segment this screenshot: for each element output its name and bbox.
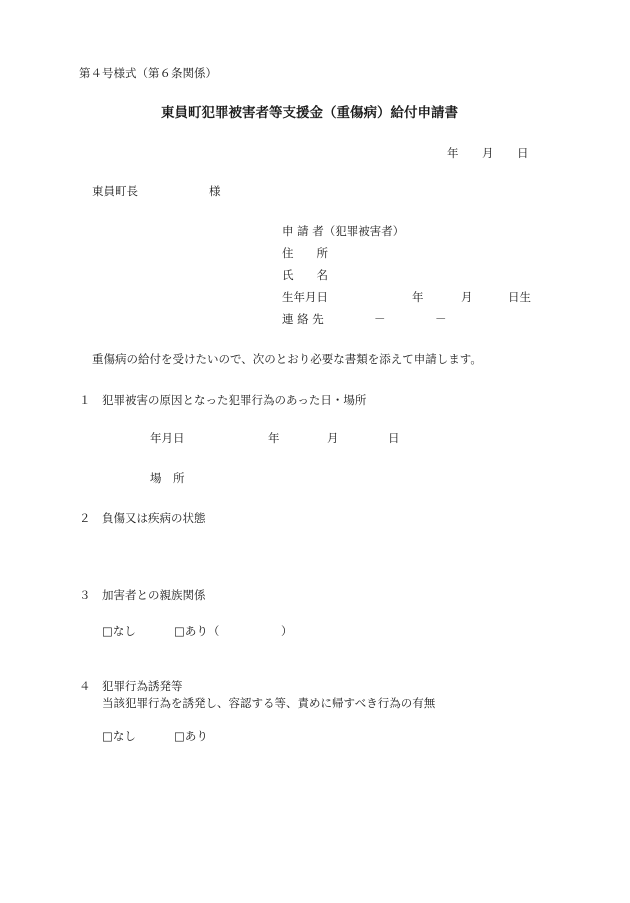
contact-dash-1: － <box>374 312 386 326</box>
section2-number: ２ <box>79 511 91 525</box>
applicant-label: 申 請 者（犯罪被害者） <box>282 224 405 238</box>
form-number: 第４号様式（第６条関係） <box>79 66 217 80</box>
section1-year-label: 年 <box>268 431 280 445</box>
section2-heading: 負傷又は疾病の状態 <box>102 511 206 525</box>
section1-date-label: 年月日 <box>150 431 185 445</box>
section3-heading: 加害者との親族関係 <box>102 588 206 602</box>
dob-day-label: 日生 <box>508 290 531 304</box>
dob-year-label: 年 <box>412 290 424 304</box>
dob-month-label: 月 <box>461 290 473 304</box>
section1-place-label: 場 所 <box>150 471 185 485</box>
date-day-label: 日 <box>517 146 529 160</box>
dob-label: 生年月日 <box>282 290 328 304</box>
section1-heading: 犯罪被害の原因となった犯罪行為のあった日・場所 <box>102 393 367 407</box>
section4-checkbox-none[interactable]: □なし <box>102 729 136 743</box>
address-label: 住 所 <box>282 246 328 260</box>
date-month-label: 月 <box>482 146 494 160</box>
name-label: 氏 名 <box>282 268 328 282</box>
section4-subheading: 当該犯罪行為を誘発し、容認する等、責めに帰すべき行為の有無 <box>102 696 436 710</box>
section1-day-label: 日 <box>388 431 400 445</box>
document-title: 東員町犯罪被害者等支援金（重傷病）給付申請書 <box>161 105 458 121</box>
date-year-label: 年 <box>447 146 459 160</box>
recipient-honorific: 様 <box>209 184 221 198</box>
intro-text: 重傷病の給付を受けたいので、次のとおり必要な書類を添えて申請します。 <box>92 352 482 366</box>
section1-month-label: 月 <box>327 431 339 445</box>
section3-number: ３ <box>79 588 91 602</box>
section3-checkbox-yes[interactable]: □あり（ <box>174 624 220 638</box>
section4-checkbox-yes[interactable]: □あり <box>174 729 208 743</box>
section1-number: １ <box>79 393 91 407</box>
section4-heading: 犯罪行為誘発等 <box>102 679 183 693</box>
section3-checkbox-none[interactable]: □なし <box>102 624 136 638</box>
contact-dash-2: － <box>435 312 447 326</box>
recipient-name: 東員町長 <box>92 184 138 198</box>
section4-number: ４ <box>79 679 91 693</box>
contact-label: 連 絡 先 <box>282 312 324 326</box>
section3-close-paren: ） <box>281 624 293 638</box>
